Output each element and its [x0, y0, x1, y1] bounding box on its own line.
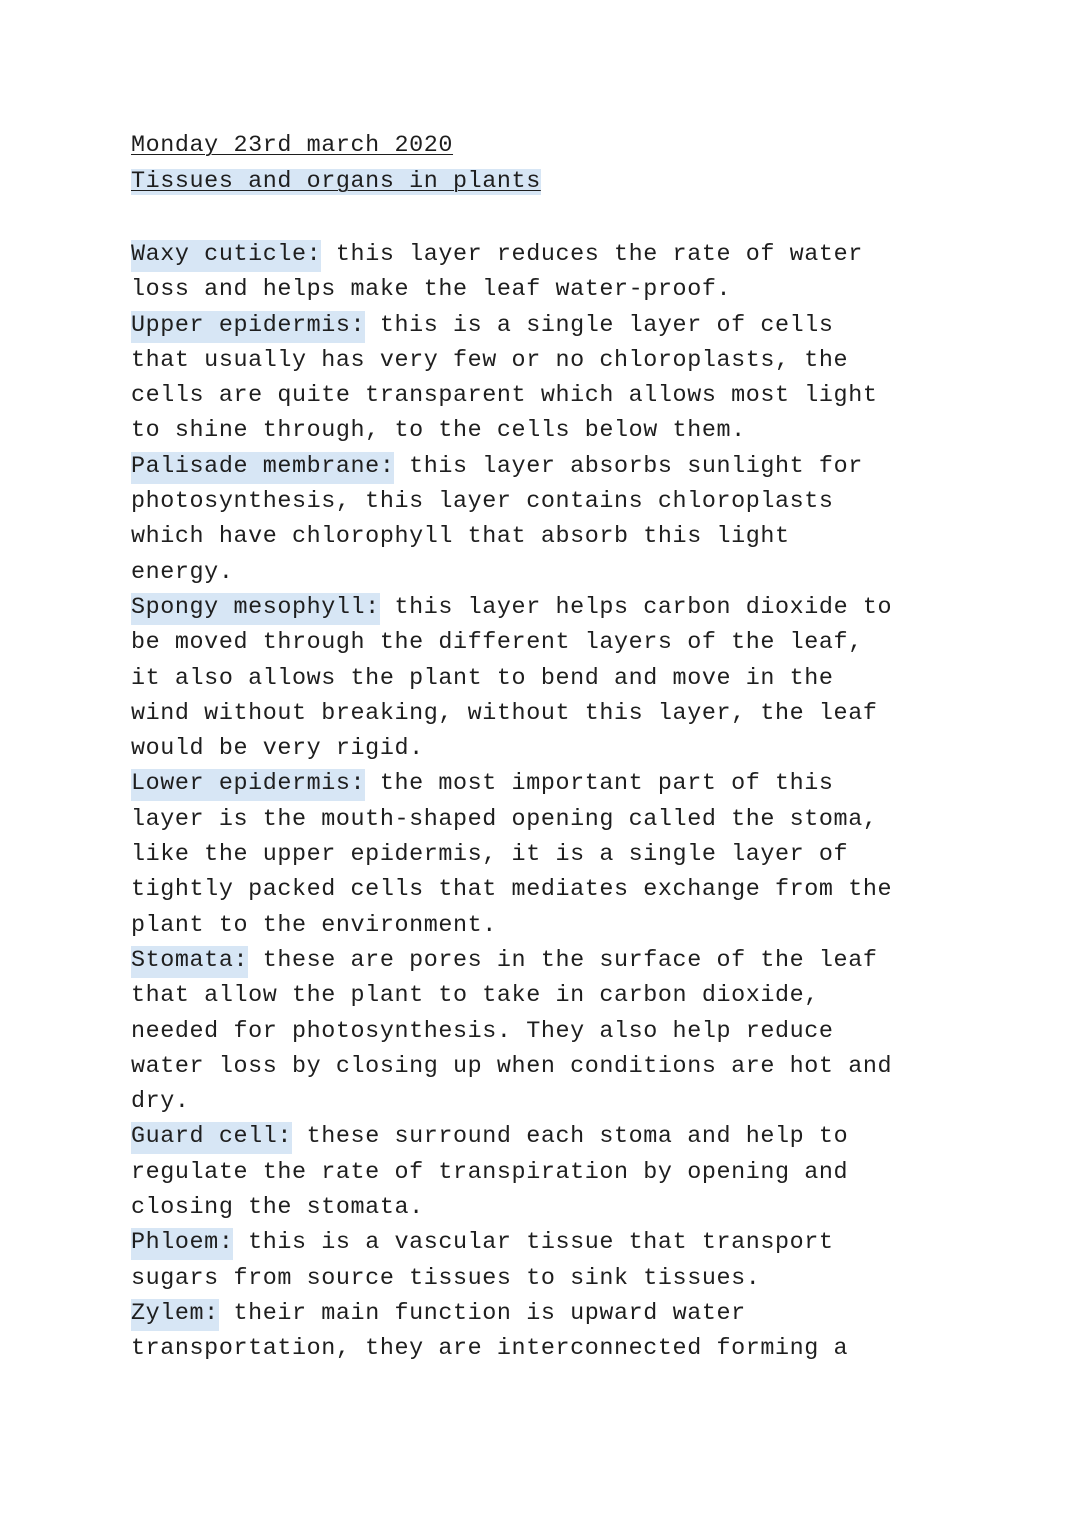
text-line: [131, 591, 961, 626]
definition-term: Upper epidermis:: [131, 311, 365, 343]
document-date: Monday 23rd march 2020: [131, 133, 454, 159]
definition-term: Waxy cuticle:: [131, 240, 321, 272]
definition-term: Spongy mesophyll:: [131, 593, 380, 625]
definition-text: like the upper epidermis, it is a single layer of: [131, 842, 849, 869]
document-header: [131, 128, 961, 200]
definition-text: to shine through, to the cells below them.: [131, 418, 746, 445]
definition-text: which have chlorophyll that absorb this light: [131, 524, 790, 551]
text-line: [131, 273, 961, 308]
definition-entry: [131, 1297, 961, 1368]
definition-text: tightly packed cells that mediates exchange from the: [131, 877, 893, 904]
text-line: [131, 909, 961, 944]
text-line: [131, 873, 961, 908]
definition-text: cells are quite transparent which allows most light: [131, 383, 878, 410]
definition-text: this layer reduces the rate of water: [321, 242, 863, 268]
definition-text: layer is the mouth-shaped opening called the stoma,: [131, 806, 878, 833]
notes-body: [131, 238, 961, 1368]
text-line: [131, 662, 961, 697]
text-line: [131, 379, 961, 414]
text-line: [131, 1226, 961, 1261]
text-line: [131, 1015, 961, 1050]
definition-entry: [131, 1120, 961, 1226]
text-line: [131, 1297, 961, 1332]
definition-text: water loss by closing up when conditions are hot and: [131, 1053, 893, 1080]
text-line: [131, 414, 961, 449]
definition-text: photosynthesis, this layer contains chloroplasts: [131, 489, 834, 516]
definition-entry: [131, 1226, 961, 1297]
definition-text: that usually has very few or no chloroplasts, the: [131, 347, 849, 374]
definition-text: be moved through the different layers of the leaf,: [131, 630, 863, 657]
text-line: [131, 344, 961, 379]
definition-text: energy.: [131, 559, 234, 586]
definition-text: the most important part of this: [365, 771, 834, 798]
definition-term: Palisade membrane:: [131, 452, 394, 484]
text-line: [131, 520, 961, 555]
text-line: [131, 979, 961, 1014]
definition-text: this layer absorbs sunlight for: [394, 453, 863, 480]
definition-text: this is a vascular tissue that transport: [233, 1230, 834, 1257]
document-title: Tissues and organs in plants: [131, 169, 541, 195]
definition-text: wind without breaking, without this layer, the leaf: [131, 700, 878, 727]
text-line: [131, 838, 961, 873]
text-line: [131, 732, 961, 767]
definition-entry: [131, 944, 961, 1120]
text-line: [131, 697, 961, 732]
definition-text: closing the stomata.: [131, 1195, 424, 1222]
definition-text: that allow the plant to take in carbon dioxide,: [131, 983, 819, 1010]
definition-text: plant to the environment.: [131, 912, 497, 939]
text-line: [131, 1050, 961, 1085]
definition-text: this layer helps carbon dioxide to: [379, 594, 893, 621]
definition-text: would be very rigid.: [131, 736, 424, 763]
text-line: [131, 1156, 961, 1191]
definition-text: loss and helps make the leaf water-proof.: [131, 277, 732, 304]
definition-text: regulate the rate of transpiration by opening and: [131, 1159, 849, 1186]
definition-term: Stomata:: [131, 946, 248, 978]
document-page: [131, 128, 961, 1368]
definition-text: this is a single layer of cells: [365, 312, 834, 339]
definition-text: these are pores in the surface of the leaf: [248, 947, 878, 974]
text-line: [131, 626, 961, 661]
definition-text: transportation, they are interconnected forming a: [131, 1336, 849, 1363]
definition-entry: [131, 591, 961, 767]
definition-entry: [131, 450, 961, 591]
definition-term: Phloem:: [131, 1228, 233, 1260]
text-line: [131, 1085, 961, 1120]
text-line: [131, 1262, 961, 1297]
definition-text: dry.: [131, 1089, 190, 1116]
text-line: [131, 1120, 961, 1155]
text-line: [131, 485, 961, 520]
definition-entry: [131, 309, 961, 450]
definition-text: these surround each stoma and help to: [292, 1124, 849, 1151]
definition-text: needed for photosynthesis. They also help reduce: [131, 1018, 834, 1045]
definition-text: their main function is upward water: [218, 1300, 746, 1327]
text-line: [131, 238, 961, 273]
text-line: [131, 309, 961, 344]
text-line: [131, 450, 961, 485]
definition-text: sugars from source tissues to sink tissues.: [131, 1265, 761, 1292]
text-line: [131, 767, 961, 802]
definition-term: Guard cell:: [131, 1122, 292, 1154]
definition-term: Lower epidermis:: [131, 769, 365, 801]
definition-text: it also allows the plant to bend and move in the: [131, 665, 834, 692]
text-line: [131, 556, 961, 591]
text-line: [131, 944, 961, 979]
text-line: [131, 1191, 961, 1226]
definition-entry: [131, 238, 961, 309]
definition-entry: [131, 767, 961, 943]
text-line: [131, 803, 961, 838]
text-line: [131, 1332, 961, 1367]
definition-term: Zylem:: [131, 1299, 219, 1331]
